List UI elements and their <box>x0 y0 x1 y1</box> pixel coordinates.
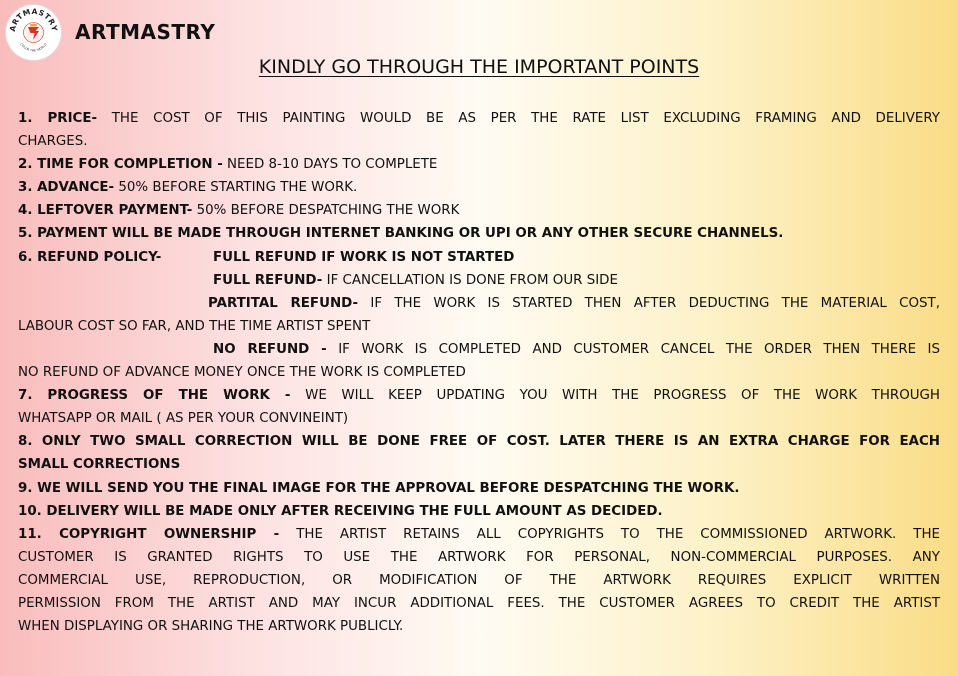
point-label: 1. PRICE- <box>18 111 98 126</box>
brand-name: ARTMASTRY <box>75 20 216 44</box>
refund-full-refund: FULL REFUND- IF CANCELLATION IS DONE FROM OUR SIDE <box>213 272 618 288</box>
refund-not-started: FULL REFUND IF WORK IS NOT STARTED <box>213 249 515 265</box>
point-payment-channels: 5. PAYMENT WILL BE MADE THROUGH INTERNET BANKING OR UPI OR ANY OTHER SECURE CHANNELS. <box>18 226 784 242</box>
point-time-for-completion: 2. TIME FOR COMPLETION - NEED 8-10 DAYS TO COMPLETE <box>18 157 438 173</box>
important-points-list <box>18 107 940 638</box>
svg-text:COLOR THE WORLD <box>19 42 48 53</box>
point-leftover-payment: 4. LEFTOVER PAYMENT- 50% BEFORE DESPATCHING THE WORK <box>18 203 460 219</box>
point-label: 4. LEFTOVER PAYMENT- <box>18 203 193 219</box>
point-label: 3. ADVANCE- <box>18 180 115 196</box>
point-corrections: 8. ONLY TWO SMALL CORRECTION WILL BE DONE FREE OF COST. LATER THERE IS AN EXTRA CHARGE FOR EACH <box>18 434 940 450</box>
point-refund-policy <box>18 246 940 269</box>
point-copyright-line-2: CUSTOMER IS GRANTED RIGHTS TO USE THE ARTWORK FOR PERSONAL, NON-COMMERCIAL PURPOSES. ANY <box>18 549 940 565</box>
point-copyright-line-5: WHEN DISPLAYING OR SHARING THE ARTWORK PUBLICLY. <box>18 619 404 635</box>
page-title: KINDLY GO THROUGH THE IMPORTANT POINTS <box>258 56 700 78</box>
point-corrections-continued: SMALL CORRECTIONS <box>18 457 181 473</box>
point-progress-continued: WHATSAPP OR MAIL ( AS PER YOUR CONVINEINT) <box>18 411 349 427</box>
logo-emblem-icon <box>6 5 61 60</box>
artmastry-logo <box>6 5 61 60</box>
logo-tagline: COLOR THE WORLD <box>19 42 48 53</box>
point-final-image-approval: 9. WE WILL SEND YOU THE FINAL IMAGE FOR THE APPROVAL BEFORE DESPATCHING THE WORK. <box>18 480 740 496</box>
logo-ring-text: ARTMASTRY <box>7 6 60 33</box>
point-label: 2. TIME FOR COMPLETION - <box>18 157 223 173</box>
refund-no-refund-continued: NO REFUND OF ADVANCE MONEY ONCE THE WORK IS COMPLETED <box>18 365 466 381</box>
refund-no-refund: NO REFUND - IF WORK IS COMPLETED AND CUSTOMER CANCEL THE ORDER THEN THERE IS <box>213 341 941 357</box>
point-copyright-ownership: 11. COPYRIGHT OWNERSHIP - THE ARTIST RETAINS ALL COPYRIGHTS TO THE COMMISSIONED ARTWORK. THE <box>18 526 940 542</box>
point-label: 11. COPYRIGHT OWNERSHIP - <box>18 526 280 542</box>
point-progress-of-work: 7. PROGRESS OF THE WORK - WE WILL KEEP UPDATING YOU WITH THE PROGRESS OF THE WORK THROUGH <box>18 388 940 404</box>
point-delivery: 10. DELIVERY WILL BE MADE ONLY AFTER RECEIVING THE FULL AMOUNT AS DECIDED. <box>18 503 663 519</box>
point-label: 6. REFUND POLICY- <box>18 249 162 265</box>
point-copyright-line-4: PERMISSION FROM THE ARTIST AND MAY INCUR ADDITIONAL FEES. THE CUSTOMER AGREES TO CREDIT THE ARTIST <box>18 595 940 611</box>
point-label: 7. PROGRESS OF THE WORK - <box>18 388 291 404</box>
refund-partial-refund-continued: LABOUR COST SO FAR, AND THE TIME ARTIST SPENT <box>18 318 371 334</box>
point-price: 1. PRICE- THE COST OF THIS PAINTING WOULD BE AS PER THE RATE LIST EXCLUDING FRAMING AND DELIVERY <box>18 111 940 126</box>
point-copyright-line-3: COMMERCIAL USE, REPRODUCTION, OR MODIFICATION OF THE ARTWORK REQUIRES EXPLICIT WRITTEN <box>18 572 940 588</box>
point-advance: 3. ADVANCE- 50% BEFORE STARTING THE WORK. <box>18 180 358 196</box>
refund-partial-refund: PARTITAL REFUND- IF THE WORK IS STARTED THEN AFTER DEDUCTING THE MATERIAL COST, <box>208 295 940 311</box>
point-price-continued: CHARGES. <box>18 134 88 150</box>
